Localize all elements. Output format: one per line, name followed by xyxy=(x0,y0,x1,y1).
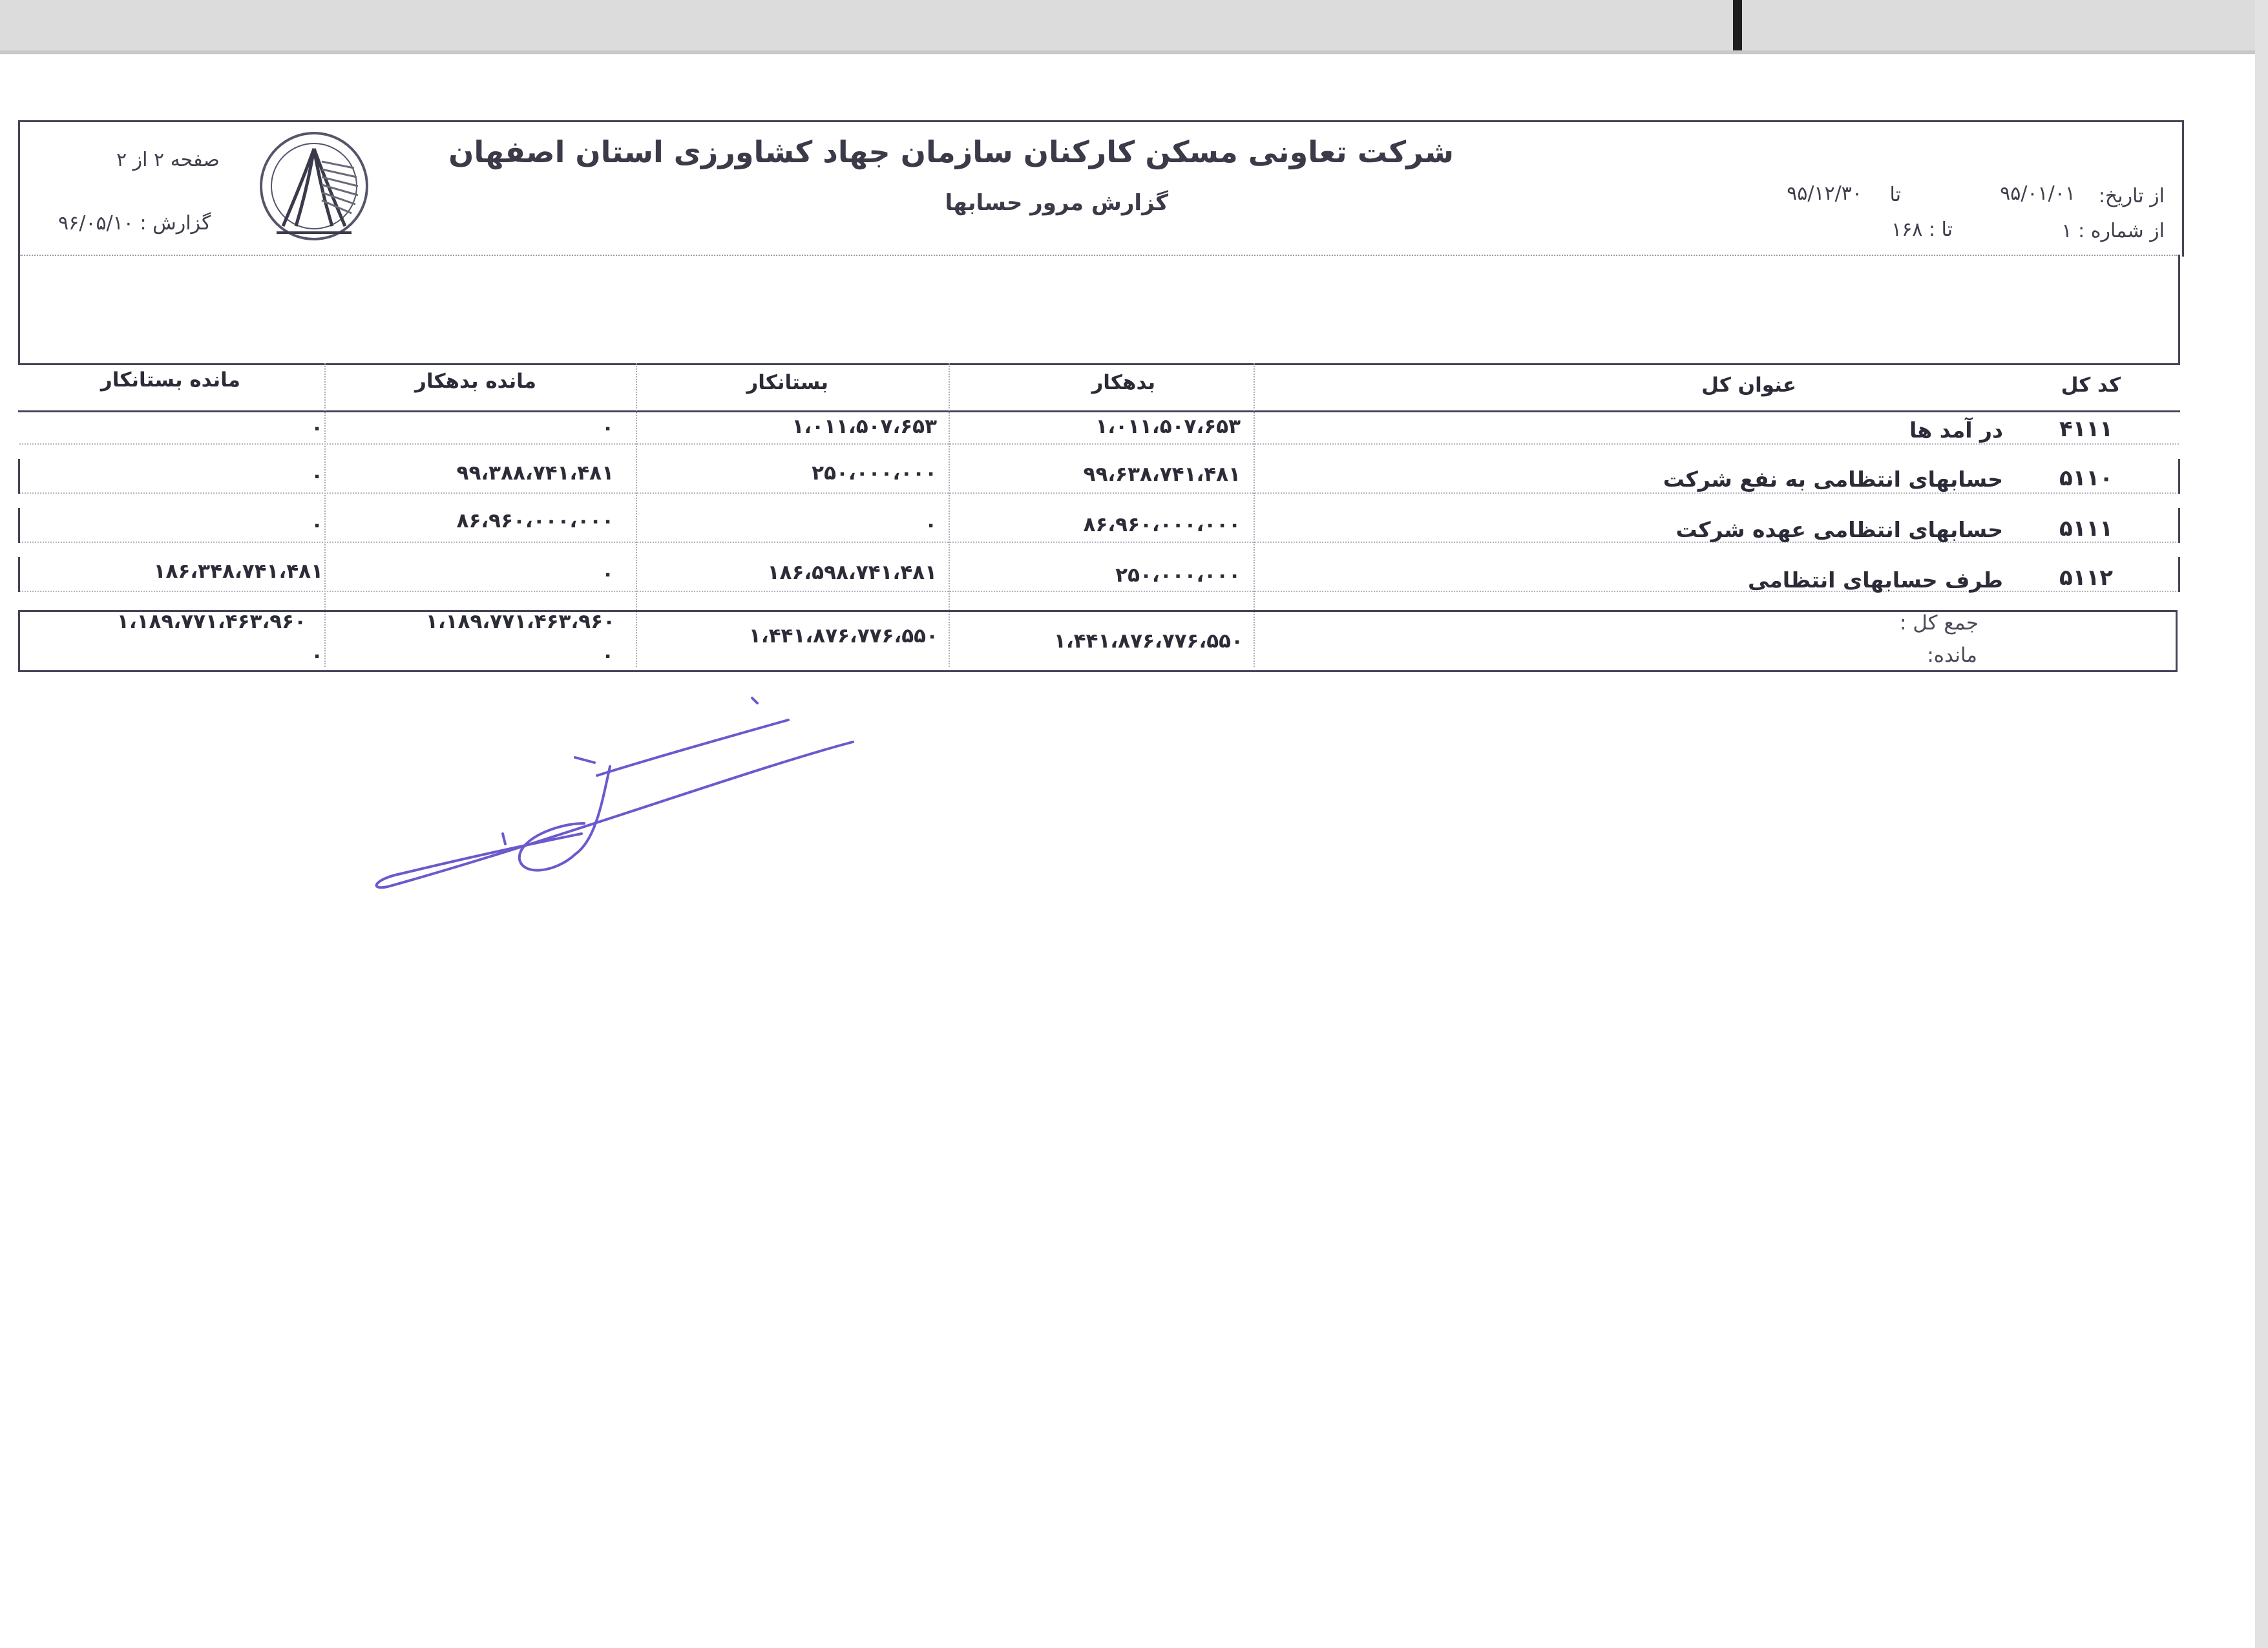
row-2-credit-balance: ۰ xyxy=(311,464,323,487)
to-date: ۹۵/۱۲/۳۰ xyxy=(1787,182,1862,205)
row-3-credit: ۰ xyxy=(925,513,937,536)
row-1-code: ۴۱۱۱ xyxy=(2059,416,2113,442)
row-left-edge xyxy=(18,557,20,592)
row-left-edge xyxy=(18,459,20,494)
paper-sheet xyxy=(0,54,2255,1648)
total-debit: ۱،۴۴۱،۸۷۶،۷۷۶،۵۵۰ xyxy=(1053,629,1243,653)
row-4-title: طرف حسابهای انتظامی xyxy=(1747,567,2003,593)
row-1-debit: ۱،۰۱۱،۵۰۷،۶۵۳ xyxy=(1095,415,1241,438)
row-4-credit-balance: ۱۸۶،۳۴۸،۷۴۱،۴۸۱ xyxy=(153,560,323,583)
total-label: جمع کل : xyxy=(1900,611,1979,635)
row-4-credit: ۱۸۶،۵۹۸،۷۴۱،۴۸۱ xyxy=(767,561,937,584)
scan-clip-bar xyxy=(1733,0,1742,53)
row-3-debit: ۸۶،۹۶۰،۰۰۰،۰۰۰ xyxy=(1083,513,1241,536)
from-number: از شماره : ۱ xyxy=(2061,220,2165,242)
header-debit-balance: مانده بدهکار xyxy=(414,370,536,393)
page-number: صفحه ۲ از ۲ xyxy=(116,149,220,171)
row-right-edge xyxy=(2178,557,2180,592)
row-3-code: ۵۱۱۱ xyxy=(2059,516,2113,542)
row-divider xyxy=(19,492,2179,494)
left-border xyxy=(18,255,20,363)
row-2-code: ۵۱۱۰ xyxy=(2059,465,2113,491)
remaining-credit-balance: ۰ xyxy=(311,644,323,667)
row-4-code: ۵۱۱۲ xyxy=(2059,565,2113,591)
row-1-title: در آمد ها xyxy=(1909,417,2003,443)
row-divider xyxy=(19,443,2179,445)
header-debit: بدهکار xyxy=(1091,371,1155,394)
header-divider xyxy=(19,255,2178,256)
row-3-debit-balance: ۸۶،۹۶۰،۰۰۰،۰۰۰ xyxy=(456,509,614,533)
scan-background-top xyxy=(0,0,2268,53)
from-date: ۹۵/۰۱/۰۱ xyxy=(2000,182,2075,205)
row-3-title: حسابهای انتظامی عهده شرکت xyxy=(1675,517,2003,542)
company-name: شرکت تعاونی مسکن کارکنان سازمان جهاد کشاورزی استان اصفهان xyxy=(448,134,1454,169)
header-credit-balance: مانده بستانکار xyxy=(100,368,240,392)
to-date-label: تا xyxy=(1889,184,1901,206)
row-4-debit-balance: ۰ xyxy=(602,562,614,586)
right-border xyxy=(2178,255,2180,363)
row-right-edge xyxy=(2178,508,2180,543)
report-title: گزارش مرور حسابها xyxy=(945,190,1168,216)
row-2-debit-balance: ۹۹،۳۸۸،۷۴۱،۴۸۱ xyxy=(456,461,614,485)
row-2-debit: ۹۹،۶۳۸،۷۴۱،۴۸۱ xyxy=(1083,463,1241,486)
total-credit-balance: ۱،۱۸۹،۷۷۱،۴۶۳،۹۶۰ xyxy=(116,610,306,633)
row-right-edge xyxy=(2178,459,2180,494)
total-debit-balance: ۱،۱۸۹،۷۷۱،۴۶۳،۹۶۰ xyxy=(425,610,615,633)
row-4-debit: ۲۵۰،۰۰۰،۰۰۰ xyxy=(1115,564,1241,587)
header-credit: بستانکار xyxy=(746,371,828,394)
header-title: عنوان کل xyxy=(1701,374,1796,397)
from-date-label: از تاریخ: xyxy=(2098,185,2165,207)
to-number: تا : ۱۶۸ xyxy=(1891,218,1953,241)
company-logo xyxy=(257,129,371,243)
row-2-credit: ۲۵۰،۰۰۰،۰۰۰ xyxy=(812,461,937,485)
handwritten-signature xyxy=(362,685,866,905)
report-date: گزارش : ۹۶/۰۵/۱۰ xyxy=(58,212,211,235)
row-left-edge xyxy=(18,508,20,543)
row-2-title: حسابهای انتظامی به نفع شرکت xyxy=(1663,467,2003,492)
row-3-credit-balance: ۰ xyxy=(311,513,323,536)
row-1-credit: ۱،۰۱۱،۵۰۷،۶۵۳ xyxy=(792,415,937,438)
balance-label: مانده: xyxy=(1927,644,1977,667)
header-code: کد کل xyxy=(2061,374,2121,397)
remaining-debit-balance: ۰ xyxy=(602,644,614,667)
row-1-credit-balance: ۰ xyxy=(311,416,323,439)
total-credit: ۱،۴۴۱،۸۷۶،۷۷۶،۵۵۰ xyxy=(748,624,938,648)
scan-background-right xyxy=(2255,0,2268,1648)
row-1-debit-balance: ۰ xyxy=(602,416,614,439)
